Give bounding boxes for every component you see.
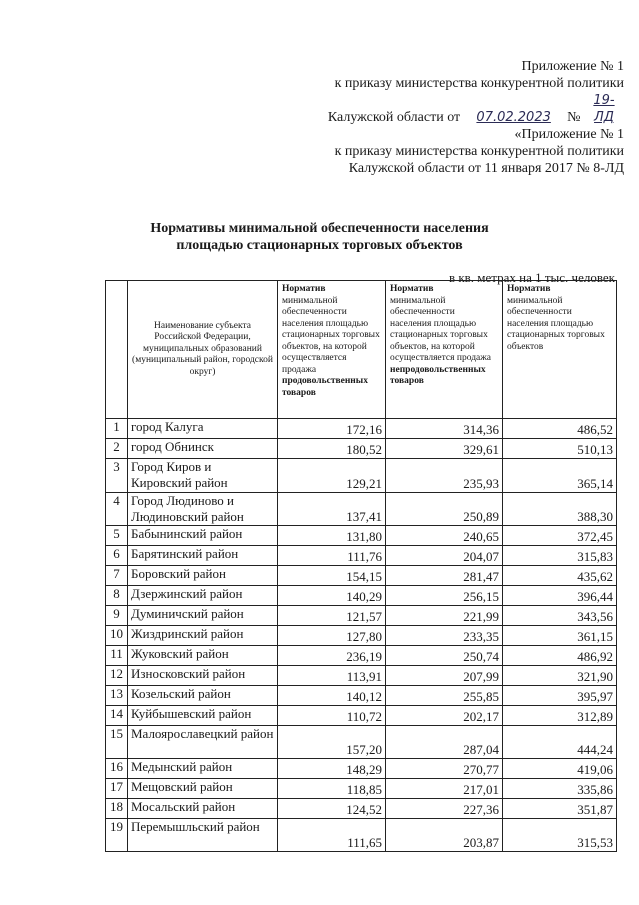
row-total-value: 315,53 [503, 819, 617, 852]
row-name: Город Людиново и Людиновский район [128, 493, 278, 526]
row-food-value: 111,76 [278, 546, 386, 566]
row-total-value: 486,52 [503, 419, 617, 439]
row-number: 2 [106, 439, 128, 459]
row-name: Барятинский район [128, 546, 278, 566]
row-nonfood-value: 281,47 [386, 566, 503, 586]
row-name: Жиздринский район [128, 626, 278, 646]
row-number: 17 [106, 779, 128, 799]
row-nonfood-value: 250,89 [386, 493, 503, 526]
norms-table [105, 280, 617, 852]
row-food-value: 129,21 [278, 459, 386, 493]
table-row [106, 606, 617, 626]
header-total-text: минимальной обеспеченности населения площадью стационарных торговых объектов [507, 295, 605, 352]
row-number: 11 [106, 646, 128, 666]
row-food-value: 140,12 [278, 686, 386, 706]
row-name: Козельский район [128, 686, 278, 706]
row-food-value: 131,80 [278, 526, 386, 546]
row-number: 7 [106, 566, 128, 586]
table-row [106, 586, 617, 606]
appendix-header-old [335, 126, 624, 177]
title-line-1: Нормативы минимальной обеспеченности населения [150, 221, 489, 236]
appendix-date-prefix: Калужской области от [327, 110, 461, 125]
row-food-value: 140,29 [278, 586, 386, 606]
row-food-value: 148,29 [278, 759, 386, 779]
row-number: 1 [106, 419, 128, 439]
appendix-date-line [328, 92, 624, 126]
row-name: Перемышльский район [128, 819, 278, 852]
row-nonfood-value: 221,99 [386, 606, 503, 626]
row-name: Дзержинский район [128, 586, 278, 606]
header-total-bold: Норматив [507, 284, 551, 294]
row-food-value: 180,52 [278, 439, 386, 459]
row-food-value: 154,15 [278, 566, 386, 586]
row-total-value: 351,87 [503, 799, 617, 819]
row-total-value: 435,62 [503, 566, 617, 586]
appendix-title: Приложение № 1 [521, 59, 624, 74]
table-row [106, 726, 617, 759]
old-appendix-date-line: Калужской области от 11 января 2017 № 8-ЛД [348, 161, 624, 176]
row-total-value: 372,45 [503, 526, 617, 546]
row-name: Малоярославецкий район [128, 726, 278, 759]
row-nonfood-value: 270,77 [386, 759, 503, 779]
row-nonfood-value: 227,36 [386, 799, 503, 819]
row-name: Мещовский район [128, 779, 278, 799]
old-appendix-order-ref: к приказу министерства конкурентной политики [334, 144, 624, 159]
row-nonfood-value: 250,74 [386, 646, 503, 666]
row-nonfood-value: 202,17 [386, 706, 503, 726]
document-title [0, 220, 639, 254]
units-note: в кв. метрах на 1 тыс. человек [448, 270, 615, 285]
row-number: 3 [106, 459, 128, 493]
table-row [106, 686, 617, 706]
handwritten-number: 19-ЛД [593, 93, 615, 125]
header-food-bold-end: продовольственных товаров [282, 376, 368, 398]
old-appendix-title: «Приложение № 1 [514, 127, 624, 142]
row-total-value: 388,30 [503, 493, 617, 526]
row-total-value: 315,83 [503, 546, 617, 566]
table-row [106, 546, 617, 566]
table-row [106, 779, 617, 799]
table-row [106, 419, 617, 439]
row-name: Медынский район [128, 759, 278, 779]
header-total [503, 281, 617, 419]
row-nonfood-value: 256,15 [386, 586, 503, 606]
header-food-bold: Норматив [282, 284, 326, 294]
row-nonfood-value: 217,01 [386, 779, 503, 799]
row-food-value: 121,57 [278, 606, 386, 626]
header-nonfood [386, 281, 503, 419]
table-row [106, 439, 617, 459]
row-total-value: 395,97 [503, 686, 617, 706]
header-nonfood-bold-end: непродовольственных товаров [390, 364, 486, 386]
row-total-value: 365,14 [503, 459, 617, 493]
row-total-value: 321,90 [503, 666, 617, 686]
row-food-value: 110,72 [278, 706, 386, 726]
row-total-value: 312,89 [503, 706, 617, 726]
row-name: город Обнинск [128, 439, 278, 459]
row-name: Боровский район [128, 566, 278, 586]
table-row [106, 799, 617, 819]
row-total-value: 444,24 [503, 726, 617, 759]
row-number: 4 [106, 493, 128, 526]
row-number: 6 [106, 546, 128, 566]
row-number: 8 [106, 586, 128, 606]
row-number: 15 [106, 726, 128, 759]
table-row [106, 706, 617, 726]
row-nonfood-value: 314,36 [386, 419, 503, 439]
row-total-value: 396,44 [503, 586, 617, 606]
table-row [106, 566, 617, 586]
row-number: 13 [106, 686, 128, 706]
row-nonfood-value: 235,93 [386, 459, 503, 493]
row-name: Думиничский район [128, 606, 278, 626]
row-total-value: 335,86 [503, 779, 617, 799]
table-row [106, 646, 617, 666]
table-row [106, 666, 617, 686]
row-nonfood-value: 287,04 [386, 726, 503, 759]
row-food-value: 113,91 [278, 666, 386, 686]
row-food-value: 124,52 [278, 799, 386, 819]
row-total-value: 419,06 [503, 759, 617, 779]
title-line-2: площадью стационарных торговых объектов [176, 238, 463, 253]
row-number: 9 [106, 606, 128, 626]
number-label: № [567, 110, 581, 125]
row-food-value: 111,65 [278, 819, 386, 852]
header-food-text: минимальной обеспеченности населения площадью стационарных торговых объектов, на которой осуществляется продажа [282, 295, 380, 375]
row-number: 12 [106, 666, 128, 686]
row-name: Бабынинский район [128, 526, 278, 546]
row-name: город Калуга [128, 419, 278, 439]
row-name: Город Киров и Кировский район [128, 459, 278, 493]
row-total-value: 486,92 [503, 646, 617, 666]
row-name: Мосальский район [128, 799, 278, 819]
row-food-value: 137,41 [278, 493, 386, 526]
table-row [106, 819, 617, 852]
row-nonfood-value: 204,07 [386, 546, 503, 566]
table-row [106, 493, 617, 526]
row-name: Износковский район [128, 666, 278, 686]
table-row [106, 626, 617, 646]
row-food-value: 127,80 [278, 626, 386, 646]
appendix-order-ref: к приказу министерства конкурентной политики [334, 76, 624, 91]
row-number: 16 [106, 759, 128, 779]
row-food-value: 172,16 [278, 419, 386, 439]
row-name: Жуковский район [128, 646, 278, 666]
row-total-value: 343,56 [503, 606, 617, 626]
row-number: 5 [106, 526, 128, 546]
header-name: Наименование субъекта Российской Федерации, муниципальных образований (муниципальный район, городской округ) [128, 281, 278, 419]
header-number-cell [106, 281, 128, 419]
table-row [106, 759, 617, 779]
row-number: 14 [106, 706, 128, 726]
row-food-value: 118,85 [278, 779, 386, 799]
row-food-value: 157,20 [278, 726, 386, 759]
row-nonfood-value: 329,61 [386, 439, 503, 459]
header-nonfood-bold: Норматив [390, 284, 434, 294]
appendix-header-new [328, 58, 624, 126]
row-nonfood-value: 203,87 [386, 819, 503, 852]
table-header-row [106, 281, 617, 419]
row-total-value: 510,13 [503, 439, 617, 459]
row-number: 19 [106, 819, 128, 852]
table-row [106, 526, 617, 546]
row-food-value: 236,19 [278, 646, 386, 666]
row-total-value: 361,15 [503, 626, 617, 646]
header-food [278, 281, 386, 419]
row-number: 10 [106, 626, 128, 646]
header-nonfood-text: минимальной обеспеченности населения площадью стационарных торговых объектов, на которой осуществляется продажа [390, 295, 492, 363]
row-nonfood-value: 233,35 [386, 626, 503, 646]
table-row [106, 459, 617, 493]
row-number: 18 [106, 799, 128, 819]
row-name: Куйбышевский район [128, 706, 278, 726]
row-nonfood-value: 255,85 [386, 686, 503, 706]
handwritten-date: 07.02.2023 [476, 110, 551, 125]
row-nonfood-value: 240,65 [386, 526, 503, 546]
row-nonfood-value: 207,99 [386, 666, 503, 686]
